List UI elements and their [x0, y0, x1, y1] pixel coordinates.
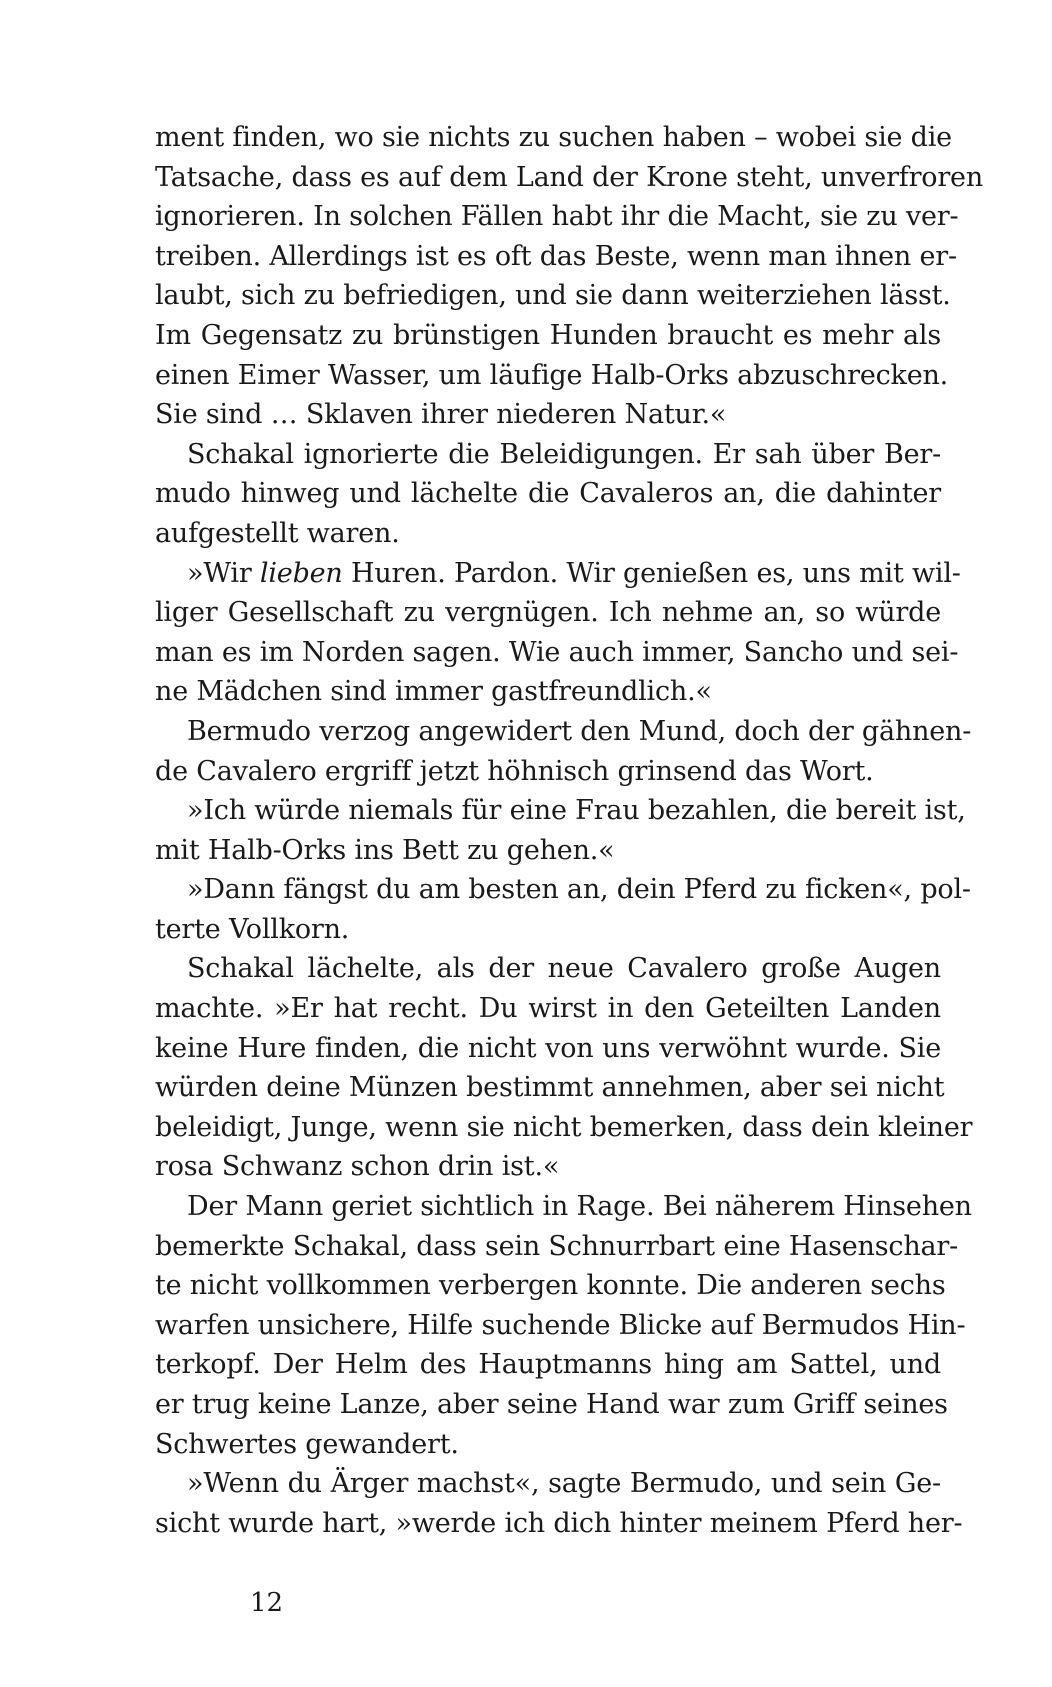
text-line: »Dann fängst du am besten an, dein Pferd zu ficken«, pol- — [187, 874, 971, 906]
page-number: 12 — [250, 1588, 284, 1618]
text-segment: Huren. Pardon. Wir genießen es, uns mit wil- — [342, 557, 961, 589]
text-line: Schwertes gewandert. — [155, 1428, 459, 1460]
text-line: warfen unsichere, Hilfe suchende Blicke auf Bermudos Hin- — [155, 1309, 966, 1341]
text-line: würden deine Münzen bestimmt annehmen, aber sei nicht — [155, 1072, 945, 1104]
text-line: ne Mädchen sind immer gastfreundlich.« — [155, 676, 712, 708]
text-line: Sie sind … Sklaven ihrer niederen Natur.« — [155, 399, 727, 431]
text-line: »Ich würde niemals für eine Frau bezahlen, die bereit ist, — [187, 795, 966, 827]
text-line: ignorieren. In solchen Fällen habt ihr die Macht, sie zu ver- — [155, 201, 959, 233]
text-line: keine Hure finden, die nicht von uns verwöhnt wurde. Sie — [155, 1032, 941, 1064]
text-line: einen Eimer Wasser, um läufige Halb-Orks abzuschrecken. — [155, 359, 949, 391]
text-line: mudo hinweg und lächelte die Cavaleros an, die dahinter — [155, 478, 941, 510]
text-line: er trug keine Lanze, aber seine Hand war zum Griff seines — [155, 1389, 948, 1420]
text-line: beleidigt, Junge, wenn sie nicht bemerken, dass dein kleiner — [155, 1111, 973, 1143]
text-line: te nicht vollkommen verbergen konnte. Die anderen sechs — [155, 1270, 946, 1302]
text-line: rosa Schwanz schon drin ist.« — [155, 1151, 560, 1183]
text-line: terkopf. Der Helm des Hauptmanns hing am Sattel, und — [155, 1349, 941, 1381]
text-line: Bermudo verzog angewidert den Mund, doch der gähnen- — [187, 715, 972, 747]
text-line: laubt, sich zu befriedigen, und sie dann weiterziehen lässt. — [155, 280, 951, 312]
body-text — [155, 118, 984, 1543]
emphasis-text: lieben — [259, 557, 343, 589]
text-line: ment finden, wo sie nichts zu suchen haben – wobei sie die — [155, 122, 952, 153]
text-line: Schakal ignorierte die Beleidigungen. Er sah über Ber- — [187, 438, 941, 470]
text-line: machte. »Er hat recht. Du wirst in den Geteilten Landen — [155, 993, 941, 1025]
text-line: treiben. Allerdings ist es oft das Beste, wenn man ihnen er- — [155, 240, 957, 272]
text-segment: »Wir — [187, 557, 260, 589]
text-line: »Wenn du Ärger machst«, sagte Bermudo, und sein Ge- — [187, 1468, 941, 1500]
text-line: Im Gegensatz zu brünstigen Hunden braucht es mehr als — [155, 319, 941, 351]
text-line: bemerkte Schakal, dass sein Schnurrbart eine Hasenschar- — [155, 1230, 959, 1262]
text-line: terte Vollkorn. — [155, 913, 350, 945]
text-line: Schakal lächelte, als der neue Cavalero große Augen — [187, 953, 941, 985]
text-line — [155, 554, 961, 594]
text-line: sicht wurde hart, »werde ich dich hinter meinem Pferd her- — [155, 1507, 963, 1539]
text-line: man es im Norden sagen. Wie auch immer, Sancho und sei- — [155, 636, 959, 668]
text-line: liger Gesellschaft zu vergnügen. Ich nehme an, so würde — [155, 597, 941, 629]
text-line: mit Halb-Orks ins Bett zu gehen.« — [155, 834, 615, 866]
text-line: Der Mann geriet sichtlich in Rage. Bei näherem Hinsehen — [187, 1191, 972, 1223]
text-line: Tatsache, dass es auf dem Land der Krone steht, unverfroren — [155, 161, 984, 193]
text-line: aufgestellt waren. — [155, 517, 400, 549]
text-line: de Cavalero ergriff jetzt höhnisch grinsend das Wort. — [155, 755, 874, 787]
